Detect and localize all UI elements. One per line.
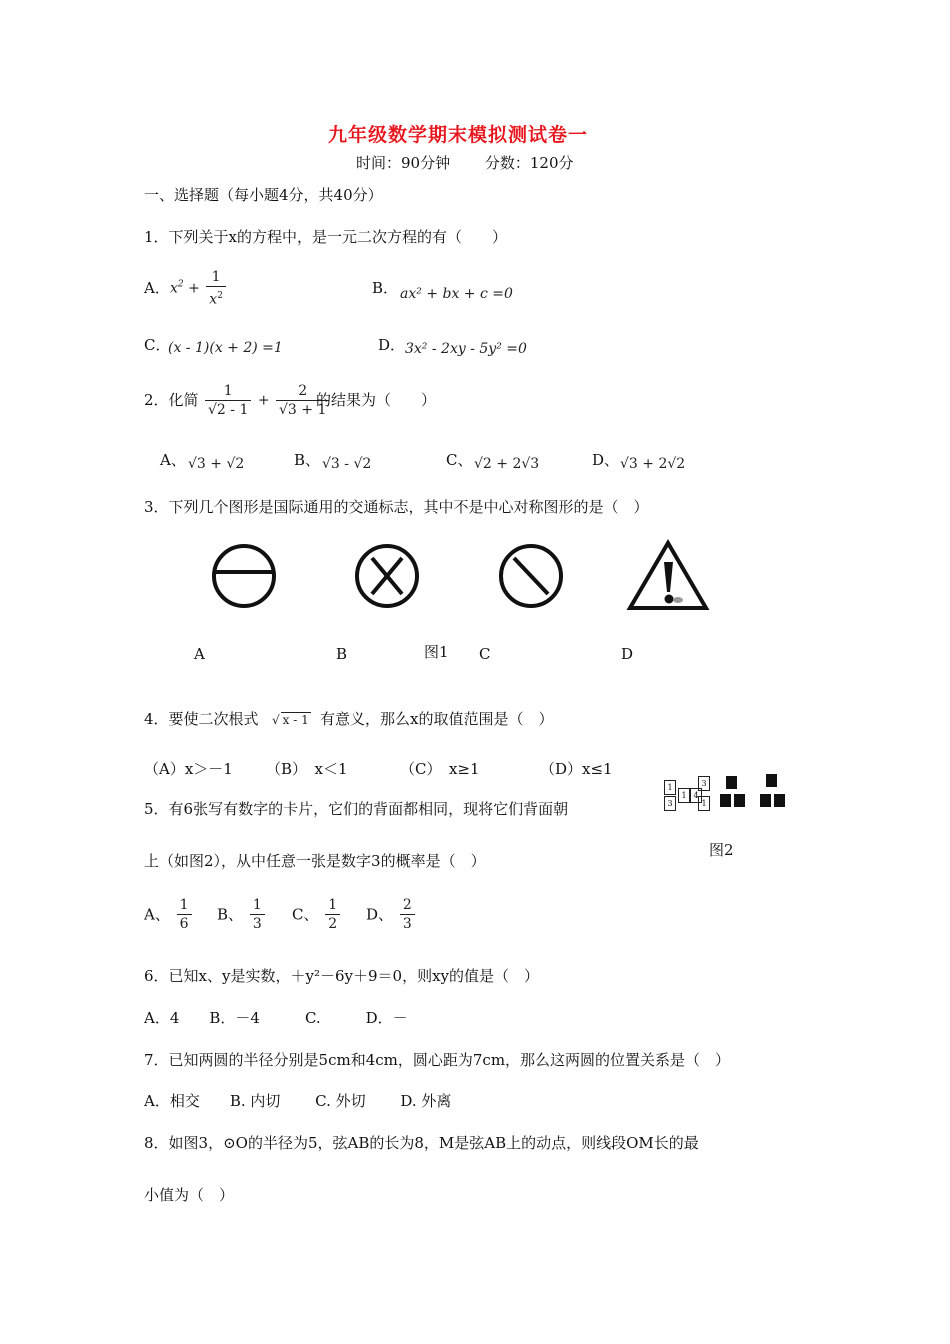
q2-option-d-expr: √3 + 2√2 [620,456,686,472]
q4-option-c: （C） x≥1 [400,760,480,778]
card-face: 3 [664,796,676,811]
card-back [734,794,745,807]
q1-option-b-label: B． [372,279,399,297]
card-back [726,776,737,789]
q4-radicand: x - 1 [282,713,309,727]
card-back [720,794,731,807]
traffic-sign-a-icon [209,541,279,611]
fig1-label-d: D [621,645,634,663]
q2-frac2-num: 2 [276,382,329,401]
q2-fraction-1 [205,382,251,419]
q2-frac1-num: 1 [205,382,251,401]
q5-option-a: A、 $\frac{1}{6}$ [144,896,194,933]
question-2-suffix: 的结果为（ ） [316,391,437,409]
figure-2-cards [662,774,792,814]
fig1-caption: 图1 [424,643,449,661]
page-title: 九年级数学期末模拟测试卷一 [328,124,589,146]
q4-option-d: （D）x≤1 [540,760,613,778]
q1-option-c-label: C． [144,336,171,354]
fig1-label-a: A [194,645,205,663]
q1-a-fraction: $\frac{1}{x^2}$ [206,268,226,309]
fig1-label-c: C [479,645,491,663]
card-back [760,794,771,807]
exam-meta: 时间：90分钟 分数：120分 [356,154,574,172]
q1-a-x: x [170,280,178,297]
card-face: 1 [678,788,690,803]
q1-option-b-expr: ax² + bx + c =0 [400,286,513,302]
question-5-line-1: 5．有6张写有数字的卡片，它们的背面都相同，现将它们背面朝 [144,800,569,818]
q4-radical: √ x - 1 [272,713,309,727]
q1-option-a-label: A． [144,279,170,297]
q1-option-c-expr: (x - 1)(x + 2) =1 [168,340,283,356]
q5-option-c: C、 $\frac{1}{2}$ [292,896,342,933]
fig2-caption: 图2 [709,841,734,859]
q2-expression: $\frac{1}{√2 - 1}$ + $\frac{2}{√3 + 1}$ [203,382,331,419]
card-back [774,794,785,807]
card-face: 4 [690,788,702,803]
q2-option-a-label: A、 [160,451,186,469]
section-heading: 一、选择题（每小题4分，共40分） [144,186,383,204]
card-back [766,774,777,787]
question-6-stem: 6．已知x、y是实数，＋y²－6y＋9＝0，则xy的值是（ ） [144,967,540,985]
card-face: 1 [664,780,676,795]
q2-option-b-expr: √3 - √2 [322,456,372,472]
q2-option-c-label: C、 [446,451,473,469]
question-4-prefix: 4．要使二次根式 [144,710,259,728]
q2-option-c-expr: √2 + 2√3 [474,456,540,472]
q1-option-d-expr: 3x² - 2xy - 5y² =0 [405,341,527,357]
traffic-sign-c-icon [496,541,566,611]
question-8-line-1: 8．如图3，⊙O的半径为5，弦AB的长为8，M是弦AB上的动点，则线段OM长的最 [144,1134,699,1152]
q2-frac1-den: √2 - 1 [208,402,249,418]
q2-option-d-label: D、 [592,451,620,469]
question-6-options: A．4 B．－4 C. D．－ [144,1009,408,1027]
q1-a-den: x [209,291,218,308]
q2-option-b-label: B、 [294,451,321,469]
q4-option-b: （B） x＜1 [266,760,348,778]
q1-option-a-expr: $x^2$ + $\frac{1}{x^2}$ [170,268,228,309]
question-8-line-2: 小值为（ ） [144,1186,235,1204]
question-3-stem: 3．下列几个图形是国际通用的交通标志，其中不是中心对称图形的是（ ） [144,498,649,516]
q1-a-num: 1 [206,268,226,287]
q5-option-b: B、 $\frac{1}{3}$ [217,896,267,933]
question-2-prefix: 2．化简 [144,391,199,409]
q2-frac2-den: √3 + 1 [279,402,327,418]
q2-option-a-expr: √3 + √2 [188,456,245,472]
q1-option-d-label: D． [378,336,406,354]
question-1-stem: 1．下列关于x的方程中，是一元二次方程的有（ ） [144,228,508,246]
q5-option-d: D、 $\frac{2}{3}$ [366,896,417,933]
card-face: 1 [698,796,710,811]
question-5-line-2: 上（如图2），从中任意一张是数字3的概率是（ ） [144,852,486,870]
card-face: 3 [698,776,710,791]
q4-option-a: （A）x＞－1 [144,760,233,778]
fig1-label-b: B [336,645,348,663]
question-4-suffix: 有意义，那么x的取值范围是（ ） [320,710,554,728]
question-7-options: A．相交 B. 内切 C. 外切 D. 外离 [144,1092,452,1110]
traffic-sign-b-icon [352,541,422,611]
question-7-stem: 7．已知两圆的半径分别是5cm和4cm，圆心距为7cm，那么这两圆的位置关系是（ ） [144,1051,731,1069]
warning-triangle-icon [626,538,710,612]
